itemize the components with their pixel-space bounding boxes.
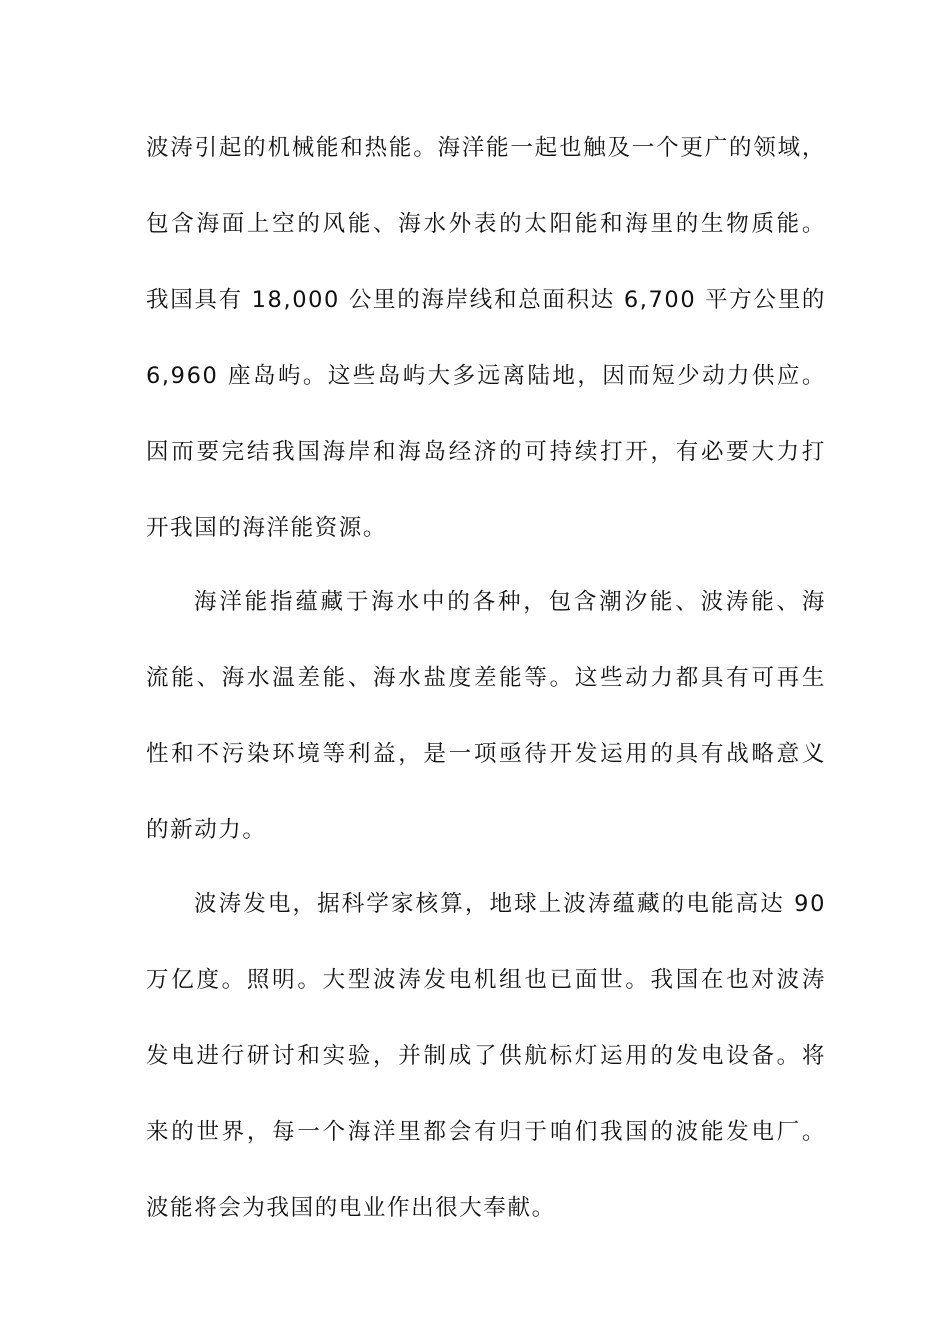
paragraph-3-line-4: 来的世界，每一个海洋里都会有归于咱们我国的波能发电厂。 (146, 1119, 826, 1145)
paragraph-3-line-3: 发电进行研讨和实验，并制成了供航标灯运用的发电设备。将 (146, 1043, 826, 1069)
paragraph-1-line-1: 波涛引起的机械能和热能。海洋能一起也触及一个更广的领域， (146, 135, 826, 161)
paragraph-3-line-5: 波能将会为我国的电业作出很大奉献。 (146, 1195, 556, 1221)
paragraph-2-line-3: 性和不污染环境等利益，是一项亟待开发运用的具有战略意义 (146, 741, 826, 767)
paragraph-1-line-5: 因而要完结我国海岸和海岛经济的可持续打开，有必要大力打 (146, 439, 826, 465)
paragraph-1-line-4: 6,960 座岛屿。这些岛屿大多远离陆地，因而短少动力供应。 (146, 363, 826, 389)
paragraph-1-line-3: 我国具有 18,000 公里的海岸线和总面积达 6,700 平方公里的 (146, 287, 826, 313)
paragraph-2-line-1: 海洋能指蕴藏于海水中的各种，包含潮汐能、波涛能、海 (194, 589, 826, 615)
paragraph-3-line-2: 万亿度。照明。大型波涛发电机组也已面世。我国在也对波涛 (146, 967, 826, 993)
paragraph-3-line-1: 波涛发电，据科学家核算，地球上波涛蕴藏的电能高达 90 (194, 891, 826, 917)
paragraph-2-line-2: 流能、海水温差能、海水盐度差能等。这些动力都具有可再生 (146, 665, 826, 691)
paragraph-1-line-6: 开我国的海洋能资源。 (146, 515, 388, 541)
paragraph-1-line-2: 包含海面上空的风能、海水外表的太阳能和海里的生物质能。 (146, 211, 826, 237)
paragraph-2-line-4: 的新动力。 (146, 817, 267, 843)
